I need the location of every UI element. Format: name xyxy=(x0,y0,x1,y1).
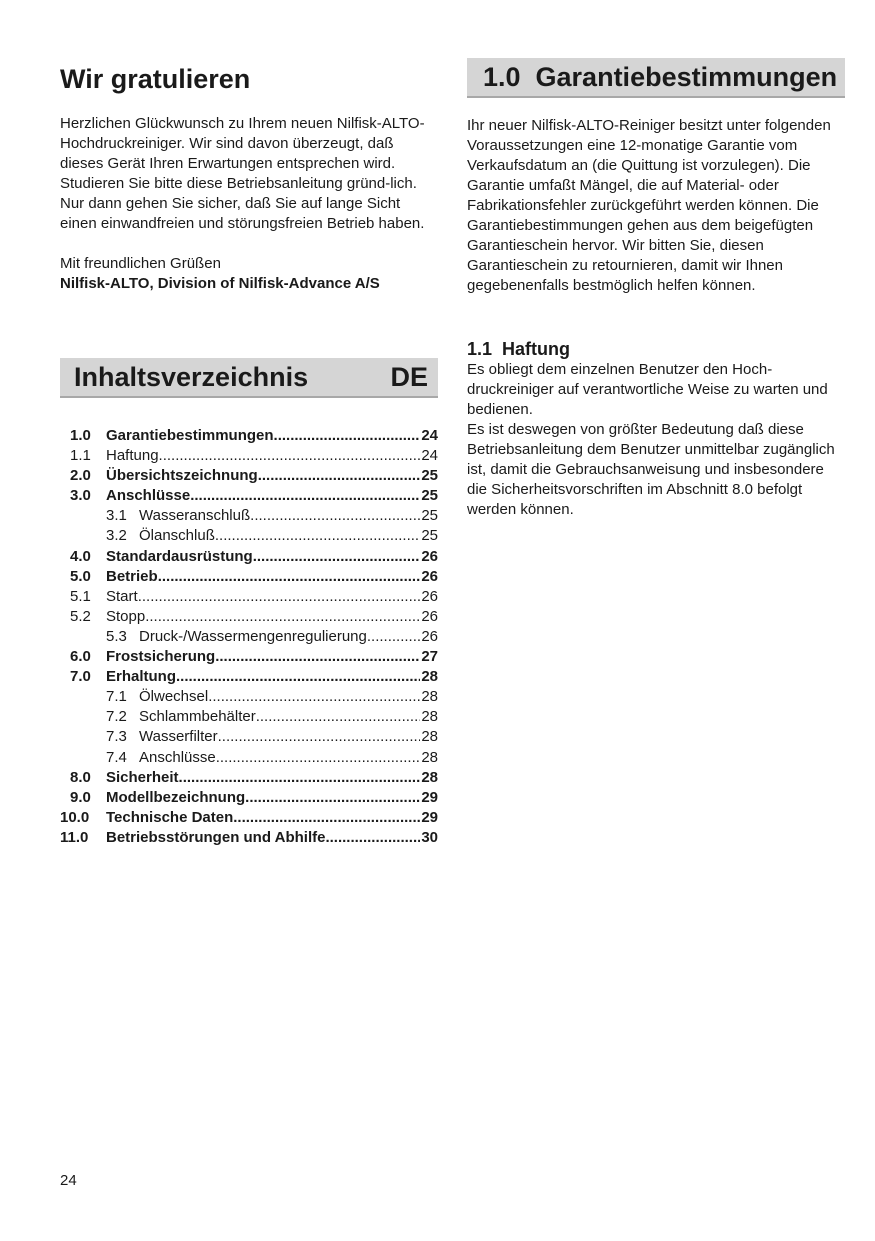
toc-language: DE xyxy=(390,361,428,392)
toc-indent xyxy=(60,748,106,768)
intro-title: Wir gratulieren xyxy=(60,64,251,94)
toc-entry-number: 7.3 xyxy=(106,728,127,746)
toc-entry-title: Anschlüsse xyxy=(139,748,216,766)
toc-entry xyxy=(60,828,438,848)
toc-entry xyxy=(60,768,438,788)
toc-leader-dots xyxy=(233,808,420,828)
toc-entry xyxy=(60,506,438,526)
toc-entry-title: Betrieb xyxy=(106,567,158,585)
toc-entry-number: 2.0 xyxy=(70,467,91,485)
liability-title: 1.1 Haftung xyxy=(467,339,571,359)
toc-entry-title: Standardausrüstung xyxy=(106,547,253,565)
toc-entry-title: Ölanschluß xyxy=(139,527,215,545)
toc-entry-title: Betriebsstörungen und Abhilfe xyxy=(106,828,326,846)
toc-entry-number: 7.1 xyxy=(106,688,127,706)
toc-leader-dots xyxy=(215,526,420,546)
toc-section xyxy=(60,358,438,848)
intro-paragraph-1: Herzlichen Glückwunsch zu Ihrem neuen Nilfisk-ALTO-Hochdruckreiniger. Wir sind davon überzeugt, daß dieses Gerät Ihren Erwartungen entsprechen wird. xyxy=(60,115,425,172)
toc-entry xyxy=(60,667,438,687)
toc-entry-page: 26 xyxy=(421,547,438,565)
toc-entry-number: 7.4 xyxy=(106,748,127,766)
intro-signature: Nilfisk-ALTO, Division of Nilfisk-Advance A/S xyxy=(60,275,380,292)
toc-entry-number: 6.0 xyxy=(70,648,91,666)
warranty-header xyxy=(467,58,845,98)
toc-indent xyxy=(60,526,106,546)
toc-entry-title: Erhaltung xyxy=(106,668,176,686)
toc-entry-title: Frostsicherung xyxy=(106,648,216,666)
toc-entry-title: Garantiebestimmungen xyxy=(106,427,274,444)
toc-entry xyxy=(60,627,438,647)
toc-entry xyxy=(60,647,438,667)
liability-paragraph-2: Es ist deswegen von größter Bedeutung daß diese Betriebsanleitung dem Benutzer unmittelbar zugänglich ist, damit die Gebrauchsanweisung und insbesondere die Sicherheitsvorschriften im Abschnitt 8.0 befolgt werden können. xyxy=(467,421,835,518)
toc-entry-page: 28 xyxy=(421,688,438,706)
toc-entry xyxy=(60,727,438,747)
toc-entry-page: 29 xyxy=(421,788,438,806)
intro-section xyxy=(60,60,438,294)
toc-leader-dots xyxy=(190,486,420,506)
toc-entry-title: Übersichtszeichnung xyxy=(106,467,258,485)
toc-leader-dots xyxy=(253,547,421,567)
toc-entry-page: 28 xyxy=(421,668,438,686)
toc-entry-title: Modellbezeichnung xyxy=(106,788,246,806)
toc-list xyxy=(60,426,438,848)
toc-leader-dots xyxy=(274,426,421,446)
toc-entry-title: Druck-/Wassermengenregulierung xyxy=(139,627,367,645)
toc-entry-title: Schlammbehälter xyxy=(139,708,256,726)
toc-entry-number: 3.2 xyxy=(106,527,127,545)
toc-entry-page: 25 xyxy=(421,487,438,505)
page-number: 24 xyxy=(60,1172,77,1189)
toc-indent xyxy=(60,687,106,707)
toc-entry-page: 24 xyxy=(421,427,438,444)
toc-entry-number: 11.0 xyxy=(60,828,89,846)
toc-leader-dots xyxy=(176,667,420,687)
toc-entry-number: 5.1 xyxy=(70,587,91,605)
toc-entry-number: 3.0 xyxy=(70,487,91,505)
toc-entry-page: 26 xyxy=(421,587,438,605)
toc-entry xyxy=(60,567,438,587)
toc-entry-page: 24 xyxy=(421,447,438,465)
toc-entry-title: Haftung xyxy=(106,447,159,465)
toc-entry-number: 7.2 xyxy=(106,708,127,726)
toc-title: Inhaltsverzeichnis xyxy=(74,361,309,392)
toc-entry-number: 9.0 xyxy=(70,788,91,806)
toc-leader-dots xyxy=(159,446,421,466)
intro-greeting: Mit freundlichen Grüßen xyxy=(60,255,221,272)
toc-entry-page: 27 xyxy=(421,648,438,666)
toc-entry-title: Technische Daten xyxy=(106,808,234,826)
toc-entry-title: Wasserfilter xyxy=(139,728,218,746)
toc-leader-dots xyxy=(325,828,420,848)
warranty-paragraph: Ihr neuer Nilfisk-ALTO-Reiniger besitzt unter folgenden Voraussetzungen eine 12-monatige Garantie vom Verkaufsdatum an (die Quittung ist vorzulegen). Die Garantie umfaßt Mängel, die auf Material- oder Fabrikationsfehler zurückgeführt werden können. Die Garantiebestimmungen gehen aus dem beigefügten Garantieschein hervor. Wir bitten Sie, diesen Garantieschein zu retournieren, damit wir Ihnen gegebenenfalls bestmöglich helfen können. xyxy=(467,117,831,294)
toc-entry-title: Start xyxy=(106,587,138,605)
toc-entry-number: 3.1 xyxy=(106,507,127,525)
toc-indent xyxy=(60,506,106,526)
toc-entry-page: 25 xyxy=(421,507,438,525)
toc-entry-page: 25 xyxy=(421,467,438,485)
toc-leader-dots xyxy=(245,788,420,808)
toc-entry-number: 1.0 xyxy=(70,427,91,444)
toc-leader-dots xyxy=(145,607,420,627)
toc-leader-dots xyxy=(158,567,421,587)
toc-indent xyxy=(60,627,106,647)
toc-entry xyxy=(60,486,438,506)
toc-leader-dots xyxy=(250,506,420,526)
toc-leader-dots xyxy=(215,647,420,667)
toc-entry-number: 1.1 xyxy=(70,447,91,465)
toc-entry-page: 29 xyxy=(421,808,438,826)
toc-entry-title: Stopp xyxy=(106,607,146,625)
toc-entry-title: Ölwechsel xyxy=(139,688,209,706)
toc-entry-page: 26 xyxy=(421,567,438,585)
toc-entry-page: 30 xyxy=(421,828,438,846)
toc-entry xyxy=(60,547,438,567)
toc-entry-number: 5.2 xyxy=(70,607,91,625)
warranty-section xyxy=(467,58,845,520)
toc-entry-page: 26 xyxy=(421,607,438,625)
toc-entry xyxy=(60,687,438,707)
toc-entry xyxy=(60,446,438,466)
toc-leader-dots xyxy=(256,707,421,727)
toc-header xyxy=(60,358,438,398)
intro-paragraph-2: Studieren Sie bitte diese Betriebsanleitung gründ-lich. Nur dann gehen Sie sicher, daß Sie auf lange Sicht einen einwandfreien und störungsfreien Betrieb haben. xyxy=(60,175,425,232)
toc-entry xyxy=(60,788,438,808)
toc-entry xyxy=(60,707,438,727)
toc-entry xyxy=(60,426,438,446)
toc-leader-dots xyxy=(138,587,421,607)
toc-entry-page: 26 xyxy=(421,627,438,645)
toc-entry-page: 28 xyxy=(421,748,438,766)
toc-entry-number: 5.3 xyxy=(106,627,127,645)
toc-entry xyxy=(60,748,438,768)
toc-entry-page: 28 xyxy=(421,728,438,746)
toc-entry-page: 25 xyxy=(421,527,438,545)
toc-entry xyxy=(60,526,438,546)
toc-entry-title: Anschlüsse xyxy=(106,487,191,505)
liability-paragraph-1: Es obliegt dem einzelnen Benutzer den Hoch-druckreiniger auf verantwortliche Weise zu warten und bedienen. xyxy=(467,361,828,418)
toc-entry-number: 8.0 xyxy=(70,768,91,786)
toc-entry-page: 28 xyxy=(421,768,438,786)
toc-entry-number: 10.0 xyxy=(60,808,90,826)
toc-indent xyxy=(60,727,106,747)
toc-leader-dots xyxy=(208,687,420,707)
warranty-title: 1.0 Garantiebestimmungen xyxy=(483,61,838,92)
toc-leader-dots xyxy=(218,727,421,747)
toc-entry xyxy=(60,808,438,828)
toc-entry-number: 5.0 xyxy=(70,567,91,585)
toc-indent xyxy=(60,707,106,727)
toc-entry xyxy=(60,607,438,627)
toc-leader-dots xyxy=(179,768,421,788)
toc-entry xyxy=(60,466,438,486)
toc-leader-dots xyxy=(258,466,421,486)
toc-leader-dots xyxy=(216,748,421,768)
toc-leader-dots xyxy=(367,627,420,647)
toc-entry-title: Sicherheit xyxy=(106,768,179,786)
toc-entry-number: 7.0 xyxy=(70,668,91,686)
toc-entry xyxy=(60,587,438,607)
toc-entry-number: 4.0 xyxy=(70,547,91,565)
toc-entry-page: 28 xyxy=(421,708,438,726)
toc-entry-title: Wasseranschluß xyxy=(139,507,251,525)
